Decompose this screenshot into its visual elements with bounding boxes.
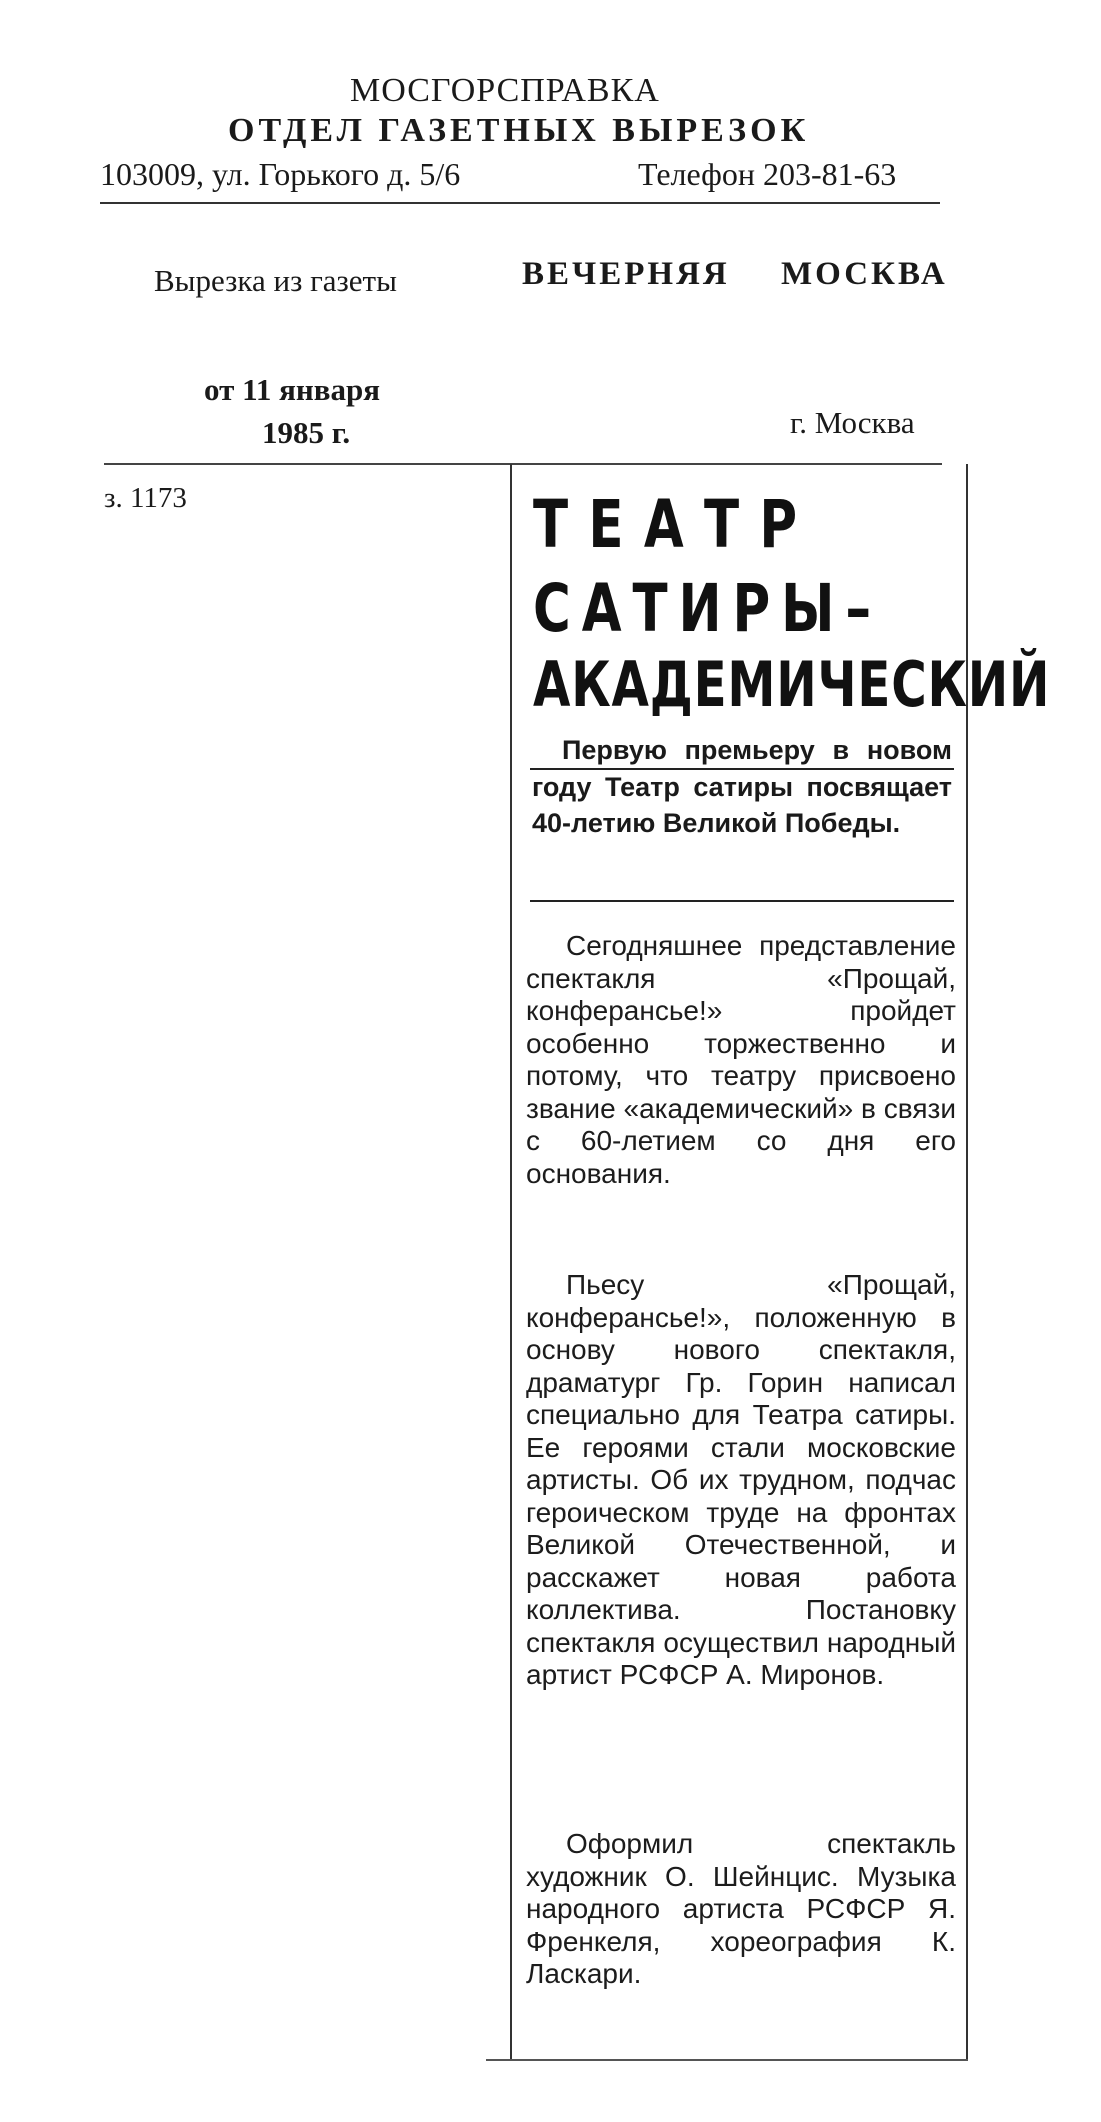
article-paragraph: Пьесу «Прощай, конферансье!», положенную в основу нового спектакля, драматург Гр. Горин написал специально для Театра сатиры. Ее героями стали московские артисты. Об их трудном, подчас героическом труде на фронтах Великой Отечественной, и расскажет новая работа коллектива. Постановку спектакля осуществил народный артист РСФСР А. Миронов. <box>526 1269 956 1690</box>
clipping-label: Вырезка из газеты <box>154 263 397 298</box>
article-lead: Первую премьеру в новом году Театр сатиры посвящает 40-летию Великой Победы. <box>532 735 952 838</box>
article-paragraph: Сегодняшнее представление спектакля «Прощай, конферансье!» пройдет особенно торжественно и потому, что театру присвоено звание «академический» в связи с 60-летием со дня его основания. <box>526 930 956 1189</box>
agency-name: МОСГОРСПРАВКА <box>350 72 660 109</box>
headline-line-3: АКАДЕМИЧЕСКИЙ <box>533 648 1051 721</box>
lead-underline-bottom <box>530 900 954 902</box>
city: г. Москва <box>790 405 915 440</box>
headline-line-2: САТИРЫ– <box>533 570 883 647</box>
header-divider <box>100 202 940 204</box>
article-paragraph: Оформил спектакль художник О. Шейнцис. Музыка народного артиста РСФСР Я. Френкеля, хореография К. Ласкари. <box>526 1828 956 1989</box>
clipping-year: 1985 г. <box>262 415 351 450</box>
department-name: ОТДЕЛ ГАЗЕТНЫХ ВЫРЕЗОК <box>228 112 810 149</box>
order-number: з. 1173 <box>104 482 187 514</box>
clipping-left-edge <box>510 464 512 2059</box>
clipping-bottom-edge <box>486 2059 968 2061</box>
agency-phone: Телефон 203-81-63 <box>638 156 897 192</box>
headline-line-1: ТЕАТР <box>533 486 818 563</box>
newspaper-name: ВЕЧЕРНЯЯ МОСКВА <box>522 256 948 292</box>
clipping-date: от 11 января <box>204 372 380 407</box>
agency-address: 103009, ул. Горького д. 5/6 <box>100 156 461 192</box>
